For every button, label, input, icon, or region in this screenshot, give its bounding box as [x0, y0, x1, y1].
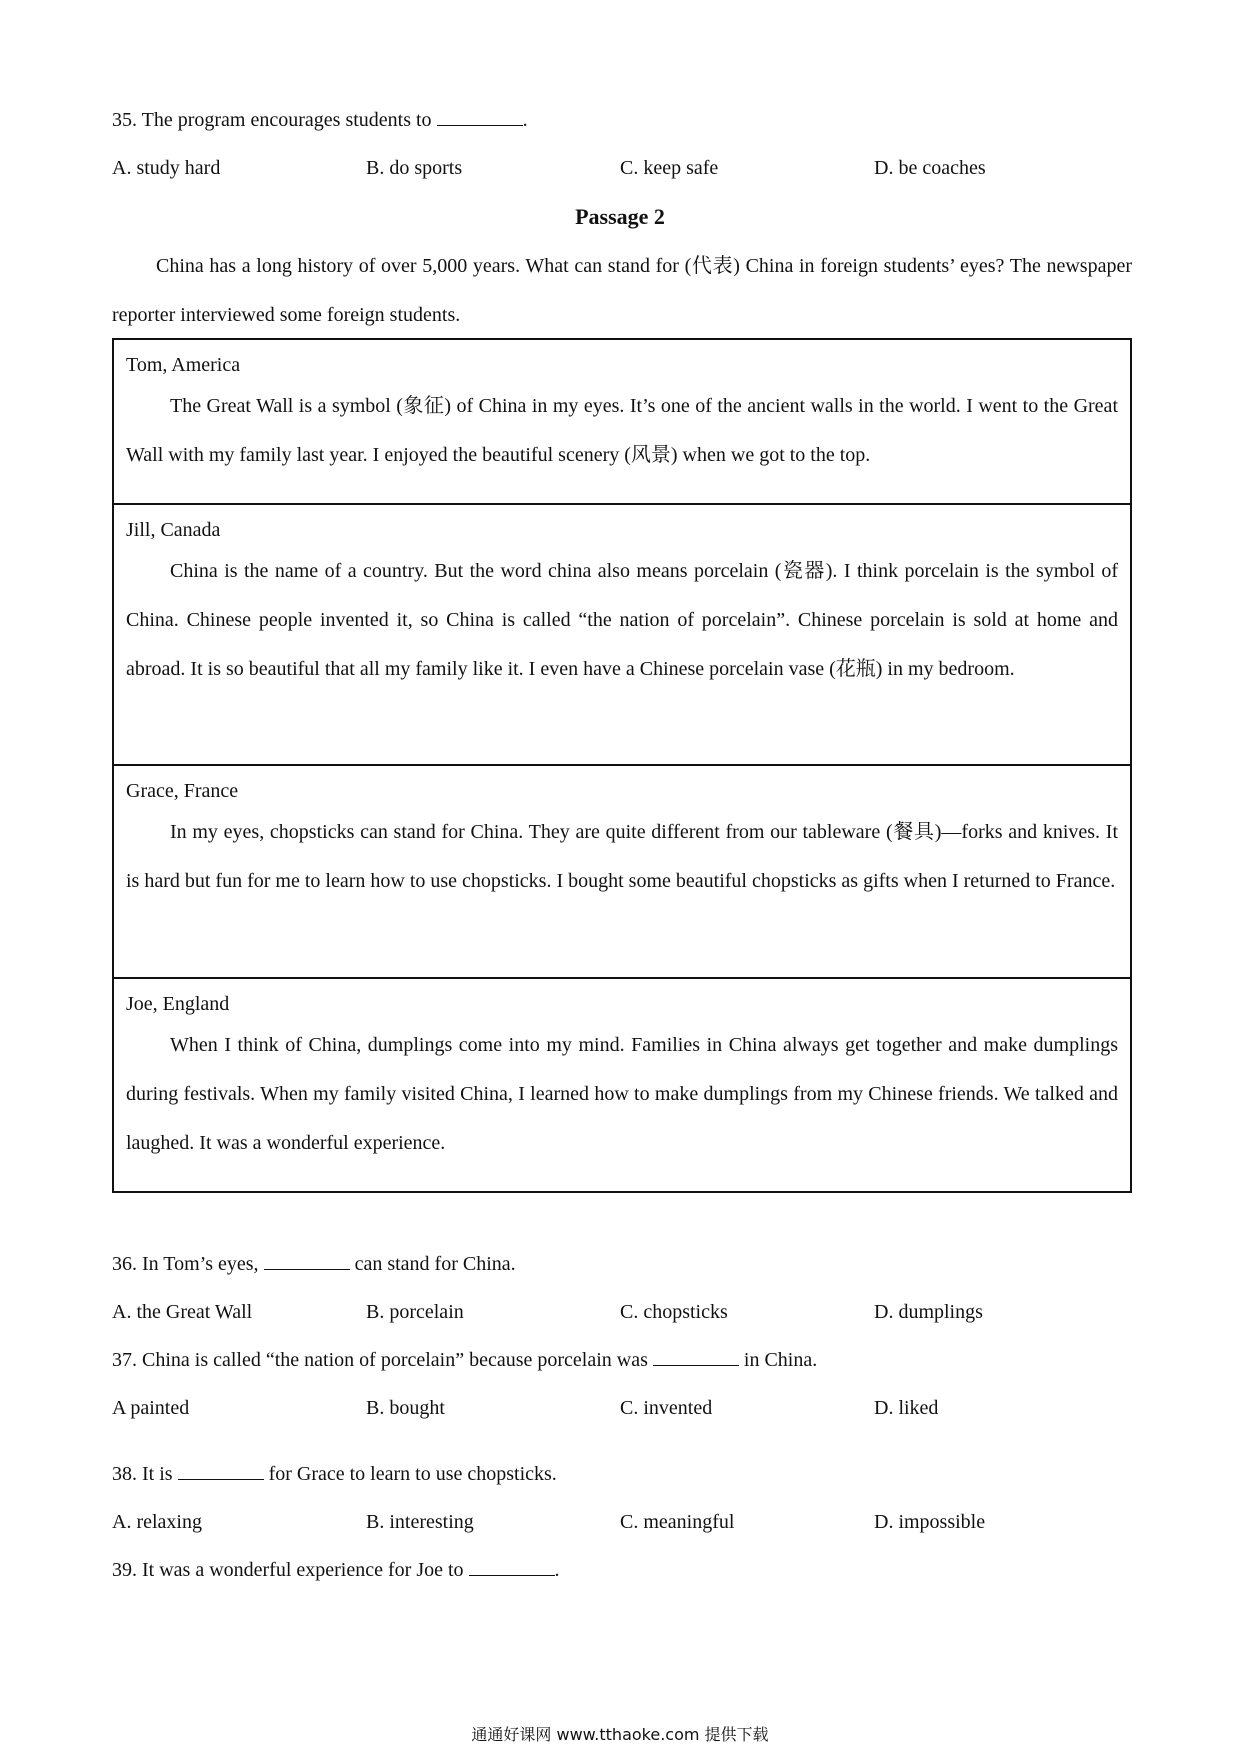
- question-text: 39. It was a wonderful experience for Joe to: [112, 1559, 469, 1581]
- question-39-stem: [112, 1556, 560, 1584]
- answer-blank: [178, 1461, 264, 1480]
- option-a: A painted: [112, 1397, 190, 1419]
- question-text: .: [522, 109, 528, 131]
- question-35-options: [112, 154, 1132, 182]
- page-footer: 通通好课网 www.tthaoke.com 提供下载: [471, 1725, 769, 1744]
- question-text: for Grace to learn to use chopsticks.: [263, 1463, 557, 1485]
- interview-cell-tom: [114, 340, 1130, 505]
- answer-blank: [264, 1251, 350, 1270]
- option-b: B. bought: [366, 1397, 445, 1419]
- question-36-options: [112, 1298, 1132, 1326]
- option-c: C. meaningful: [620, 1511, 735, 1533]
- question-36-stem: [112, 1250, 516, 1278]
- question-text: 35. The program encourages students to: [112, 109, 437, 131]
- interviewee-name: Jill, Canada: [126, 519, 221, 541]
- option-b: B. interesting: [366, 1511, 474, 1533]
- question-text: 36. In Tom’s eyes,: [112, 1253, 264, 1275]
- option-a: A. relaxing: [112, 1511, 202, 1533]
- question-37-options: [112, 1394, 1132, 1422]
- question-text: .: [554, 1559, 560, 1581]
- answer-blank: [653, 1347, 739, 1366]
- interview-cell-jill: [114, 505, 1130, 766]
- answer-blank: [469, 1557, 555, 1576]
- interview-table: [112, 338, 1132, 1193]
- interviewee-name: Joe, England: [126, 993, 230, 1015]
- option-d: D. be coaches: [874, 157, 986, 179]
- question-35-stem: [112, 106, 528, 134]
- option-d: D. liked: [874, 1397, 939, 1419]
- question-text: 38. It is: [112, 1463, 178, 1485]
- option-d: D. dumplings: [874, 1301, 983, 1323]
- option-d: D. impossible: [874, 1511, 986, 1533]
- option-a: A. study hard: [112, 157, 221, 179]
- option-a: A. the Great Wall: [112, 1301, 253, 1323]
- option-c: C. invented: [620, 1397, 713, 1419]
- option-c: C. chopsticks: [620, 1301, 728, 1323]
- option-b: B. do sports: [366, 157, 463, 179]
- interview-text: In my eyes, chopsticks can stand for China. They are quite different from our tableware (餐具)—forks and knives. It is hard but fun for me to learn how to use chopsticks. I bought some beautiful chopsticks as gifts when I returned to France.: [126, 821, 1118, 892]
- interview-text: China is the name of a country. But the word china also means porcelain (瓷器). I think porcelain is the symbol of China. Chinese people invented it, so China is called “the nation of porcelain”. Chinese porcelain is sold at home and abroad. It is so beautiful that all my family like it. I even have a Chinese porcelain vase (花瓶) in my bedroom.: [126, 560, 1118, 680]
- question-38-stem: [112, 1460, 557, 1488]
- question-text: can stand for China.: [349, 1253, 516, 1275]
- question-37-stem: [112, 1346, 817, 1374]
- passage-title: Passage 2: [575, 204, 665, 229]
- question-text: in China.: [738, 1349, 818, 1371]
- interviewee-name: Grace, France: [126, 780, 239, 802]
- question-38-options: [112, 1508, 1132, 1536]
- answer-blank: [437, 107, 523, 126]
- interview-text: The Great Wall is a symbol (象征) of China in my eyes. It’s one of the ancient walls in the world. I went to the Great Wall with my family last year. I enjoyed the beautiful scenery (风景) when we got to the top.: [126, 395, 1118, 466]
- interviewee-name: Tom, America: [126, 354, 241, 376]
- option-b: B. porcelain: [366, 1301, 464, 1323]
- interview-cell-joe: [114, 979, 1130, 1191]
- interview-cell-grace: [114, 766, 1130, 979]
- question-text: 37. China is called “the nation of porcelain” because porcelain was: [112, 1349, 653, 1371]
- passage-intro: China has a long history of over 5,000 years. What can stand for (代表) China in foreign students’ eyes? The newspaper reporter interviewed some foreign students.: [112, 255, 1132, 326]
- interview-text: When I think of China, dumplings come into my mind. Families in China always get together and make dumplings during festivals. When my family visited China, I learned how to make dumplings from my Chinese friends. We talked and laughed. It was a wonderful experience.: [126, 1034, 1118, 1154]
- option-c: C. keep safe: [620, 157, 719, 179]
